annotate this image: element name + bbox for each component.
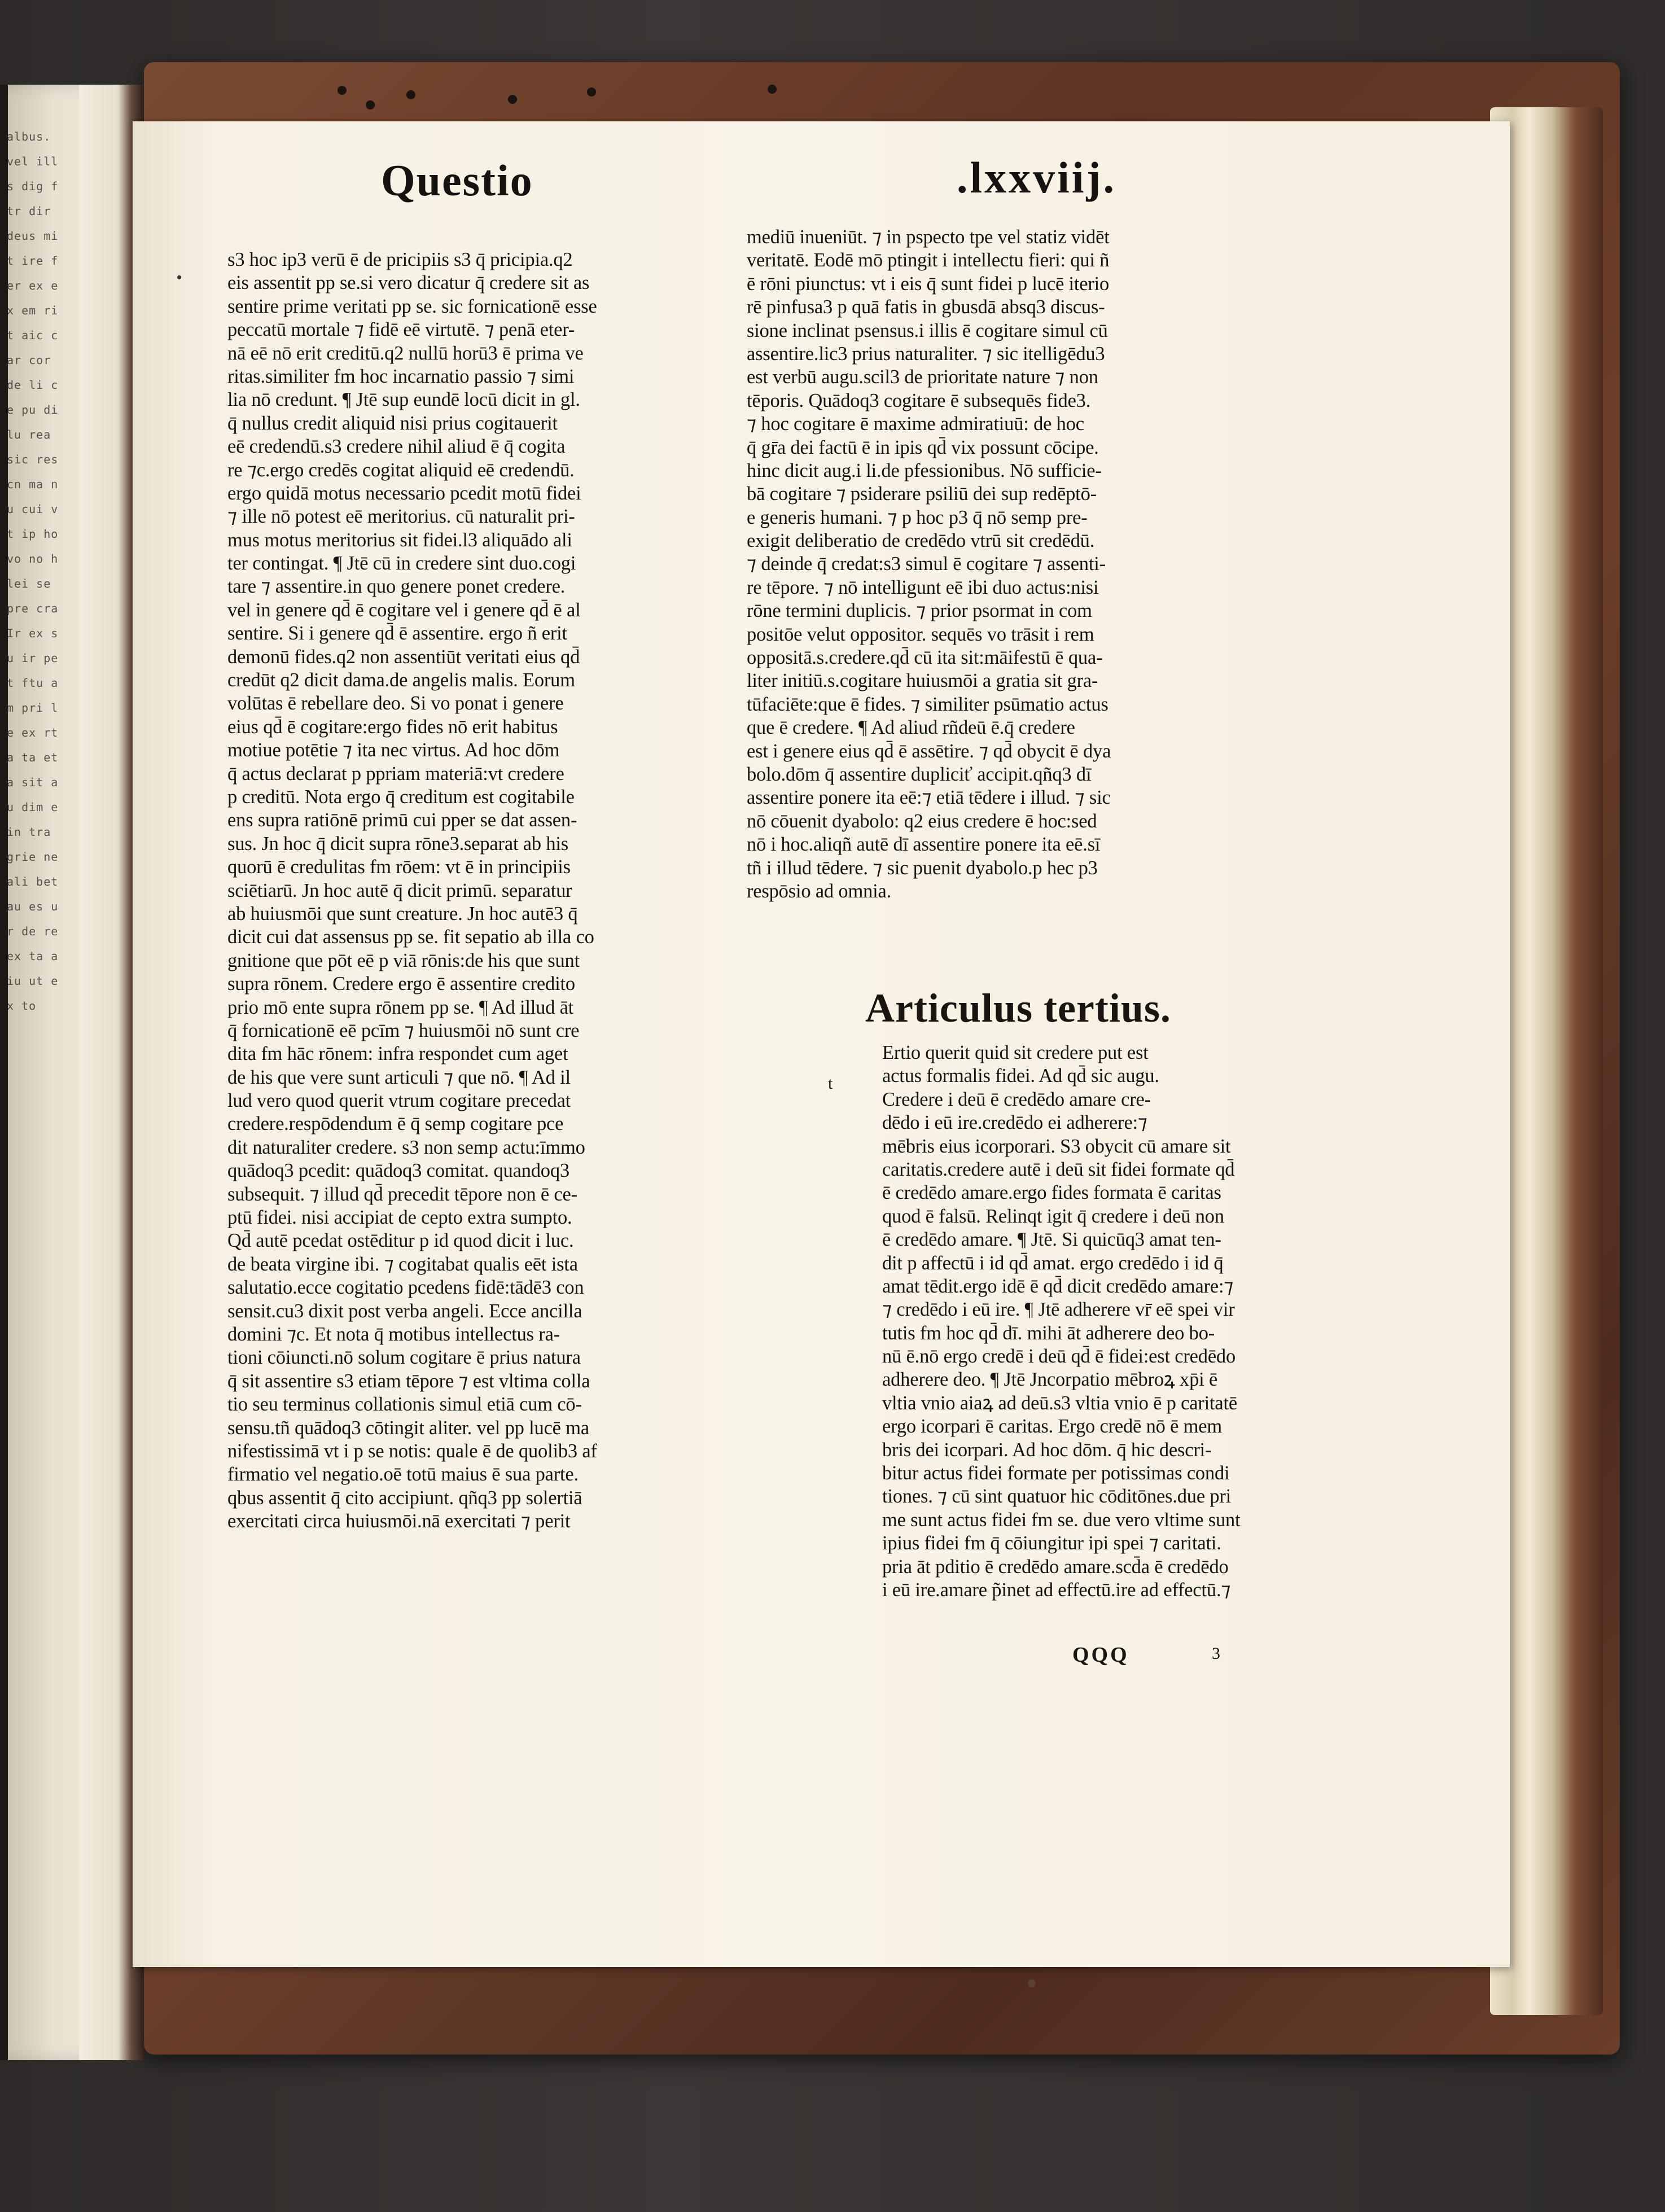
text-line: Ertio querit quid sit credere put est: [882, 1042, 1149, 1063]
text-line: ⁊ hoc cogitare ē maxime admiratiuū: de hoc: [747, 413, 1084, 435]
left-page-text-fragment: albus. vel ills dig ftr dir deus mit ire fer ex ex em rit aic car cor de li ce pu di lu rea sic res cn ma nu cui vt ip ho vo no h lei se pre cra Ir ex su ir pet ftu a m pri le ex rta ta eta sit au dim ein tra grie ne ali bet au es ur de re ex ta aiu ut ex to: [7, 130, 59, 1013]
text-line: tēporis. Quādoq3 cogitare ē subsequēs fide3.: [747, 389, 1091, 411]
text-line: sensu.tñ quādoq3 cōtingit aliter. vel pp lucē ma: [227, 1417, 589, 1439]
text-line: amat tēdit.ergo idē ē qd̄ dicit credēdo amare:⁊: [882, 1275, 1234, 1297]
text-line: liter initiū.s.cogitare huiusmōi a gratia sit gra-: [747, 670, 1098, 692]
text-line: ter contingat. ¶ Jtē cū in credere sint duo.cogi: [227, 553, 576, 575]
text-line: bolo.dōm q̄ assentire dupliciť accipit.qñq3 dī: [747, 763, 1092, 785]
text-line: rōne termini duplicis. ⁊ prior psormat in com: [747, 600, 1092, 622]
text-line: ab huiusmōi que sunt creature. Jn hoc autē3 q̄: [227, 903, 578, 925]
text-line: bitur actus fidei formate per potissimas condi: [882, 1462, 1230, 1484]
text-line: peccatū mortale ⁊ fidē eē virtutē. ⁊ penā eter-: [227, 319, 575, 341]
text-line: firmatio vel negatio.oē totū maius ē sua parte.: [227, 1464, 579, 1486]
text-line: ⁊ ille nō potest eē meritorius. cū naturalit pri-: [227, 506, 575, 528]
text-line: salutatio.ecce cogitatio pcedens fidē:tādē3 con: [227, 1277, 584, 1299]
text-line: re ⁊c.ergo credēs cogitat aliquid eē credendū.: [227, 459, 575, 481]
signature-number: 3: [1212, 1644, 1220, 1663]
text-line: demonū fides.q2 non assentiūt veritati eius qd̄: [227, 646, 580, 668]
text-column-right-bottom: [882, 1041, 1356, 1602]
text-line: tioni cōiuncti.nō solum cogitare ē prius natura: [227, 1347, 581, 1369]
article-heading: Articulus tertius.: [865, 985, 1171, 1031]
text-line: dit naturaliter credere. s3 non semp actu:īmmo: [227, 1136, 585, 1158]
text-line: vel in genere qd̄ ē cogitare vel i genere qd̄ ē al: [227, 599, 581, 621]
text-line: i eū ire.amare p̃inet ad effectū.ire ad effectū.⁊: [882, 1579, 1231, 1601]
text-line: ⁊ credēdo i eū ire. ¶ Jtē adherere vr̄ eē spei vir: [882, 1299, 1235, 1321]
text-line: eē credendū.s3 credere nihil aliud ē q̄ cogita: [227, 436, 566, 458]
text-line: bā cogitare ⁊ psiderare psiliū dei sup redēptō-: [747, 483, 1097, 505]
text-column-right-top: [747, 226, 1294, 903]
text-line: ē credēdo amare.ergo fides formata ē caritas: [882, 1182, 1221, 1204]
text-line: nā eē nō erit creditū.q2 nullū horū3 ē prima ve: [227, 342, 584, 364]
margin-dot: •: [177, 269, 182, 286]
text-line: assentire ponere ita eē:⁊ etiā tēdere i illud. ⁊ sic: [747, 787, 1111, 809]
text-line: veritatē. Eodē mō ptingit i intellectu fieri: qui ñ: [747, 249, 1110, 271]
text-line: credūt q2 dicit dama.de angelis malis. Eorum: [227, 669, 575, 691]
text-line: q̄ nullus credit aliquid nisi prius cogitauerit: [227, 412, 558, 434]
text-line: dicit cui dat assensus pp se. fit sepatio ab illa co: [227, 926, 594, 948]
text-line: adherere deo. ¶ Jtē Jncorpatio mēbroꝝ xp̄i ē: [882, 1369, 1218, 1391]
text-line: sciētiarū. Jn hoc autē q̄ dicit primū. separatur: [227, 879, 572, 901]
text-line: pria āt pditio ē credēdo amare.scd̄a ē credēdo: [882, 1556, 1229, 1578]
text-line: subsequit. ⁊ illud qd̄ precedit tēpore non ē ce-: [227, 1183, 577, 1205]
text-line: dit p affectū i id qd̄ amat. ergo credēdo i id q̄: [882, 1252, 1224, 1274]
wormhole: [406, 90, 415, 99]
text-line: sus. Jn hoc q̄ dicit supra rōne3.separat ab his: [227, 833, 569, 855]
wormhole: [338, 86, 347, 95]
text-line: est i genere eius qd̄ ē assētire. ⁊ qd̄ obycit ē dya: [747, 740, 1111, 762]
text-line: Credere i deū ē credēdo amare cre-: [882, 1088, 1151, 1110]
text-line: s3 hoc ip3 verū ē de pricipiis s3 q̄ pricipia.q2: [227, 249, 573, 270]
text-line: q̄ sit assentire s3 etiam tēpore ⁊ est vltima colla: [227, 1370, 590, 1392]
running-head-left: Questio: [381, 156, 533, 205]
text-line: prio mō ente supra rōnem pp se. ¶ Ad illud āt: [227, 996, 574, 1018]
text-line: eius qd̄ ē cogitare:ergo fides nō erit habitus: [227, 716, 558, 738]
text-line: me sunt actus fidei fm se. due vero vltime sunt: [882, 1509, 1241, 1531]
text-line: tūfaciēte:que ē fides. ⁊ similiter psūmatio actus: [747, 693, 1108, 715]
text-line: q̄ gr̄a dei factū ē in ipis qd̄ vix possunt cōcipe.: [747, 436, 1099, 458]
text-line: supra rōnem. Credere ergo ē assentire credito: [227, 973, 575, 995]
text-line: ens supra ratiōnē primū cui pper se dat assen-: [227, 809, 577, 831]
text-line: sentire prime veritati pp se. sic fornicationē esse: [227, 295, 597, 317]
text-line: dēdo i eū ire.credēdo ei adherere:⁊: [882, 1112, 1147, 1134]
text-line: positōe velut oppositor. sequēs vo trāsit i rem: [747, 623, 1094, 645]
text-line: volūtas ē rebellare deo. Si vo ponat i genere: [227, 693, 564, 715]
text-line: oppositā.s.credere.qd̄ cū ita sit:māifestū ē qua-: [747, 647, 1103, 669]
text-line: ptū fidei. nisi accipiat de cepto extra sumpto.: [227, 1207, 572, 1229]
text-line: exigit deliberatio de credēdo vtrū sit credēdū.: [747, 530, 1095, 552]
text-line: credere.respōdendum ē q̄ semp cogitare pce: [227, 1113, 564, 1135]
text-line: tiones. ⁊ cū sint quatuor hic cōditōnes.due pri: [882, 1486, 1232, 1508]
text-line: qbus assentit q̄ cito accipiunt. qñq3 pp solertiā: [227, 1487, 582, 1509]
main-page: [133, 121, 1510, 1967]
text-line: q̄ actus declarat p ppriam materiā:vt credere: [227, 763, 564, 785]
text-line: q̄ fornicationē eē pcīm ⁊ huiusmōi nō sunt cre: [227, 1019, 580, 1041]
text-line: nū ē.nō ergo credē i deū qd̄ ē fidei:est credēdo: [882, 1346, 1236, 1368]
page-spot: [1028, 1979, 1036, 1987]
text-line: caritatis.credere autē i deū sit fidei formate qd̄: [882, 1158, 1235, 1180]
text-line: tio seu terminus collationis simul etiā cum cō-: [227, 1394, 582, 1416]
text-line: ergo icorpari ē caritas. Ergo credē nō ē mem: [882, 1416, 1223, 1438]
text-line: mus motus meritorius sit fidei.l3 aliquādo ali: [227, 529, 572, 551]
text-line: Qd̄ autē pcedat ostēditur p id quod dicit i luc.: [227, 1230, 574, 1252]
text-line: ipius fidei fm q̄ cōiungitur ipi spei ⁊ caritati.: [882, 1532, 1221, 1554]
text-line: hinc dicit aug.i li.de pfessionibus. Nō sufficie-: [747, 459, 1102, 481]
text-line: e generis humani. ⁊ p hoc p3 q̄ nō semp pre-: [747, 506, 1088, 528]
text-line: lia nō credunt. ¶ Jtē sup eundē locū dicit in gl.: [227, 389, 580, 411]
text-line: rē pinfusa3 p quā fatis in gbusdā absq3 discus-: [747, 296, 1105, 318]
wormhole: [768, 85, 777, 94]
wormhole: [508, 95, 517, 104]
text-line: eis assentit pp se.si vero dicatur q̄ credere sit as: [227, 272, 590, 294]
text-line: actus formalis fidei. Ad qd̄ sic augu.: [882, 1065, 1159, 1087]
text-line: domini ⁊c. Et nota q̄ motibus intellectus ra-: [227, 1323, 560, 1345]
text-line: bris dei icorpari. Ad hoc dōm. q̄ hic descri-: [882, 1439, 1212, 1461]
wormhole: [587, 87, 596, 97]
text-line: exercitati circa huiusmōi.nā exercitati ⁊ perit: [227, 1510, 571, 1532]
text-line: tutis fm hoc qd̄ dī. mihi āt adherere deo bo-: [882, 1322, 1215, 1344]
text-line: ergo quidā motus necessario pcedit motū fidei: [227, 482, 581, 504]
text-line: mēbris eius icorporari. S3 obycit cū amare sit: [882, 1135, 1231, 1157]
text-line: p creditū. Nota ergo q̄ creditum est cogitabile: [227, 786, 575, 808]
text-line: tare ⁊ assentire.in quo genere ponet credere.: [227, 576, 566, 598]
text-line: sentire. Si i genere qd̄ ē assentire. ergo ñ erit: [227, 623, 567, 645]
text-line: respōsio ad omnia.: [747, 880, 892, 902]
text-line: tñ i illud tēdere. ⁊ sic puenit dyabolo.p hec p3: [747, 857, 1098, 879]
text-line: ē rōni piunctus: vt i eis q̄ sunt fidei p lucē iterio: [747, 273, 1110, 295]
text-line: sensit.cu3 dixit post verba angeli. Ecce ancilla: [227, 1300, 582, 1322]
running-head-folio: .lxxviij.: [957, 153, 1116, 202]
text-line: mediū inueniūt. ⁊ in pspecto tpe vel statiz vidēt: [747, 226, 1110, 248]
text-line: vltia vnio aiaꝝ ad deū.s3 vltia vnio ē p caritatē: [882, 1392, 1238, 1414]
text-line: est verbū augu.scil3 de prioritate nature ⁊ non: [747, 366, 1098, 388]
text-line: lud vero quod querit vtrum cogitare precedat: [227, 1090, 571, 1112]
text-line: dita fm hāc rōnem: infra respondet cum aget: [227, 1043, 568, 1065]
text-line: nō i hoc.aliqñ autē dī assentire ponere ita eē.sī: [747, 834, 1101, 856]
text-line: nifestissimā vt i p se notis: quale ē de quolib3 af: [227, 1440, 597, 1462]
text-line: nō cōuenit dyabolo: q2 eius credere ē hoc:sed: [747, 810, 1097, 832]
text-line: sione inclinat psensus.i illis ē cogitare simul cū: [747, 319, 1108, 341]
text-column-left: [227, 248, 769, 1533]
text-line: ritas.similiter fm hoc incarnatio passio ⁊ simi: [227, 365, 575, 387]
text-line: quorū ē credulitas fm rōem: vt ē in principiis: [227, 856, 571, 878]
text-line: motiue potētie ⁊ ita nec virtus. Ad hoc dōm: [227, 739, 560, 761]
text-line: quod ē falsū. Relinqt igit q̄ credere i deū non: [882, 1205, 1224, 1227]
wormhole: [366, 100, 375, 109]
text-line: ⁊ deinde q̄ credat:s3 simul ē cogitare ⁊ assenti-: [747, 553, 1106, 575]
text-line: ē credēdo amare. ¶ Jtē. Si quicūq3 amat ten-: [882, 1229, 1221, 1251]
signature-mark: QQQ: [1072, 1643, 1129, 1667]
text-line: de beata virgine ibi. ⁊ cogitabat qualis eēt ista: [227, 1253, 578, 1275]
text-line: assentire.lic3 prius naturaliter. ⁊ sic itelligēdu3: [747, 343, 1105, 365]
text-line: de his que vere sunt articuli ⁊ que nō. ¶ Ad il: [227, 1066, 571, 1088]
text-line: quādoq3 pcedit: quādoq3 comitat. quandoq3: [227, 1160, 569, 1182]
text-line: gnitione que pōt eē p viā rōnis:de his que sunt: [227, 949, 580, 971]
text-line: que ē credere. ¶ Ad aliud rñdeū ē.q̄ credere: [747, 717, 1075, 739]
text-line: re tēpore. ⁊ nō intelligunt eē ibi duo actus:nisi: [747, 576, 1099, 598]
guide-letter: t: [828, 1074, 833, 1093]
